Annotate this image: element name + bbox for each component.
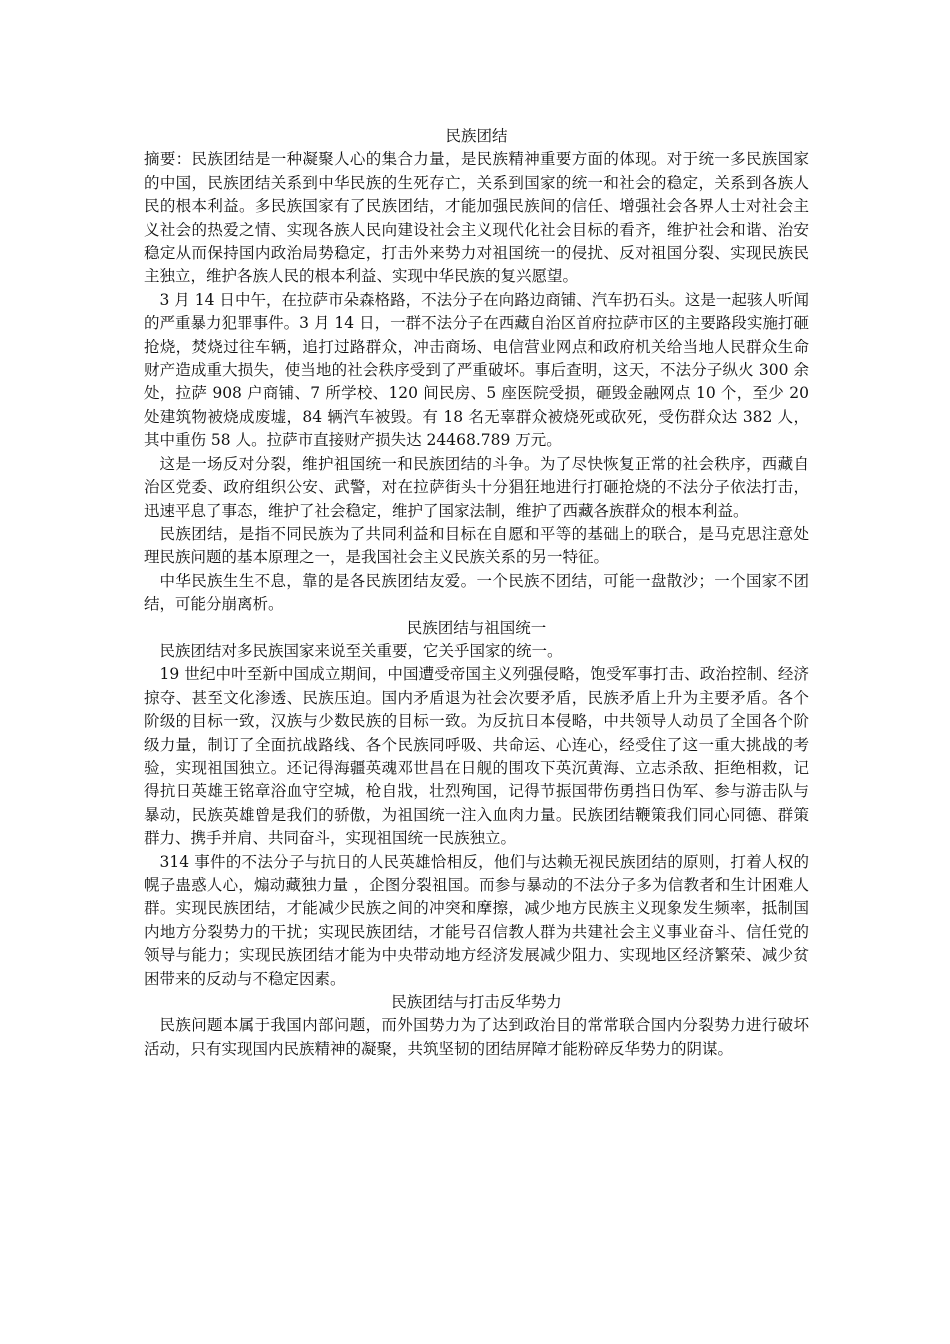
intro-paragraph: 中华民族生生不息，靠的是各民族团结友爱。一个民族不团结，可能一盘散沙；一个国家不团结，可能分崩离析。: [144, 571, 809, 614]
intro-paragraph: 民族团结，是指不同民族为了共同利益和目标在自愿和平等的基础上的联合，是马克思注意处理民族问题的基本原理之一，是我国社会主义民族关系的另一特征。: [144, 524, 809, 567]
abstract-paragraph: 摘要：民族团结是一种凝聚人心的集合力量，是民族精神重要方面的体现。对于统一多民族国家的中国，民族团结关系到中华民族的生死存亡，关系到国家的统一和社会的稳定，关系到各族人民的根本利益。多民族国家有了民族团结，才能加强民族间的信任、增强社会各界人士对社会主义社会的热爱之情、实现各族人民向建设社会主义现代化社会目标的看齐，维护社会和谐、治安稳定从而保持国内政治局势稳定，打击外来势力对祖国统一的侵扰、反对祖国分裂、实现民族民主独立，维护各族人民的根本利益、实现中华民族的复兴愿望。: [144, 150, 809, 286]
section-paragraph: 19 世纪中叶至新中国成立期间，中国遭受帝国主义列强侵略，饱受军事打击、政治控制、经济掠夺、甚至文化渗透、民族压迫。国内矛盾退为社会次要矛盾，民族矛盾上升为主要矛盾。各个阶级的目标一致，汉族与少数民族的目标一致。为反抗日本侵略，中共领导人动员了全国各个阶级力量，制订了全面抗战路线、各个民族同呼吸、共命运、心连心，经受住了这一重大挑战的考验，实现祖国独立。还记得海疆英魂邓世昌在日舰的围攻下英沉黄海、立志杀敌、拒绝相救，记得抗日英雄王铭章浴血守空城，枪自戕，壮烈殉国，记得节振国带伤勇挡日伪军、参与游击队与暴动，民族英雄曾是我们的骄傲，为祖国统一注入血肉力量。民族团结鞭策我们同心同德、群策群力、携手并肩、共同奋斗，实现祖国统一民族独立。: [144, 665, 809, 848]
section-paragraph: 民族问题本属于我国内部问题，而外国势力为了达到政治目的常常联合国内分裂势力进行破坏活动，只有实现国内民族精神的凝聚，共筑坚韧的团结屏障才能粉碎反华势力的阴谋。: [144, 1016, 809, 1058]
section-heading-anti-china: 民族团结与打击反华势力: [391, 993, 562, 1012]
document-page: [144, 125, 809, 1061]
section-heading-unity: 民族团结与祖国统一: [406, 618, 547, 637]
intro-paragraph: 这是一场反对分裂，维护祖国统一和民族团结的斗争。为了尽快恢复正常的社会秩序，西藏自治区党委、政府组织公安、武警，对在拉萨街头十分猖狂地进行打砸抢烧的不法分子依法打击，迅速平息了事态，维护了社会稳定，维护了国家法制，维护了西藏各族群众的根本利益。: [144, 454, 809, 520]
document-title: 民族团结: [445, 127, 508, 145]
intro-paragraph: 3 月 14 日中午，在拉萨市朵森格路，不法分子在向路边商铺、汽车扔石头。这是一起骇人听闻的严重暴力犯罪事件。3 月 14 日，一群不法分子在西藏自治区首府拉萨市区的主要路段实施打砸抢烧，焚烧过往车辆，追打过路群众，冲击商场、电信营业网点和政府机关给当地人民群众生命财产造成重大损失，使当地的社会秩序受到了严重破坏。事后查明，这天，不法分子纵火 300 余处，拉萨 908 户商铺、7 所学校、120 间民房、5 座医院受损，砸毁金融网点 10 个，至少 20 处建筑物被烧成废墟，84 辆汽车被毁。有 18 名无辜群众被烧死或砍死，受伤群众达 382 人，其中重伤 58 人。拉萨市直接财产损失达 24468.789 万元。: [144, 290, 809, 450]
section-paragraph: 314 事件的不法分子与抗日的人民英雄恰相反，他们与达赖无视民族团结的原则，打着人权的幌子蛊惑人心，煽动藏独力量 ，企图分裂祖国。而参与暴动的不法分子多为信教者和生计困难人群。实现民族团结，才能减少民族之间的冲突和摩擦，减少地方民族主义现象发生频率，抵制国内地方分裂势力的干扰；实现民族团结，才能号召信教人群为共建社会主义事业奋斗、信任党的领导与能力；实现民族团结才能为中央带动地方经济发展减少阻力、实现地区经济繁荣、减少贫困带来的反动与不稳定因素。: [144, 852, 809, 988]
section-paragraph: 民族团结对多民族国家来说至关重要，它关乎国家的统一。: [159, 641, 563, 660]
